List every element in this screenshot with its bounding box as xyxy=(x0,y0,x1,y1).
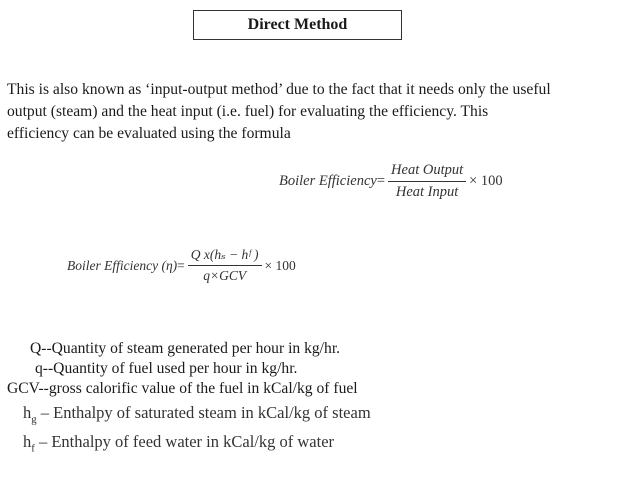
paragraph-line: This is also known as ‘input-output method’ due to the fact that it needs only the useful xyxy=(7,81,551,98)
formula-fraction xyxy=(388,162,466,201)
formula-multiplier: × 100 xyxy=(469,173,503,189)
paragraph-line: efficiency can be evaluated using the formula xyxy=(7,125,291,142)
hg-symbol: h xyxy=(23,403,32,422)
formula-lhs: Boiler Efficiency xyxy=(279,173,377,189)
page-title: Direct Method xyxy=(193,10,402,40)
definition-hg xyxy=(23,403,371,425)
boiler-efficiency-detailed-formula xyxy=(67,247,296,284)
hf-text: – Enthalpy of feed water in kCal/kg of water xyxy=(34,432,335,451)
definition-fuel-quantity: q--Quantity of fuel used per hour in kg/hr. xyxy=(35,360,298,377)
paragraph-line: output (steam) and the heat input (i.e. fuel) for evaluating the efficiency. This xyxy=(7,103,489,120)
boiler-efficiency-formula xyxy=(279,162,503,201)
formula-numerator: Heat Output xyxy=(388,162,466,182)
hf-subscript: f xyxy=(31,442,35,455)
definition-gcv: GCV--gross calorific value of the fuel in kCal/kg of fuel xyxy=(7,380,358,397)
definition-steam-quantity: Q--Quantity of steam generated per hour in kg/hr. xyxy=(30,340,341,357)
intro-paragraph xyxy=(7,79,633,145)
formula-equals: = xyxy=(177,257,185,273)
hf-symbol: h xyxy=(23,432,32,451)
hg-text: – Enthalpy of saturated steam in kCal/kg of steam xyxy=(36,403,371,422)
formula-denominator: Heat Input xyxy=(395,184,459,200)
formula-fraction xyxy=(188,247,262,284)
formula-lhs: Boiler Efficiency (η) xyxy=(67,257,178,273)
formula-equals: = xyxy=(376,173,386,189)
definition-hf xyxy=(23,432,334,454)
formula-numerator: Q x(hₛ − hᶠ ) xyxy=(188,247,262,266)
hg-subscript: g xyxy=(31,413,37,426)
formula-multiplier: × 100 xyxy=(264,257,296,273)
formula-denominator: q×GCV xyxy=(203,268,247,283)
